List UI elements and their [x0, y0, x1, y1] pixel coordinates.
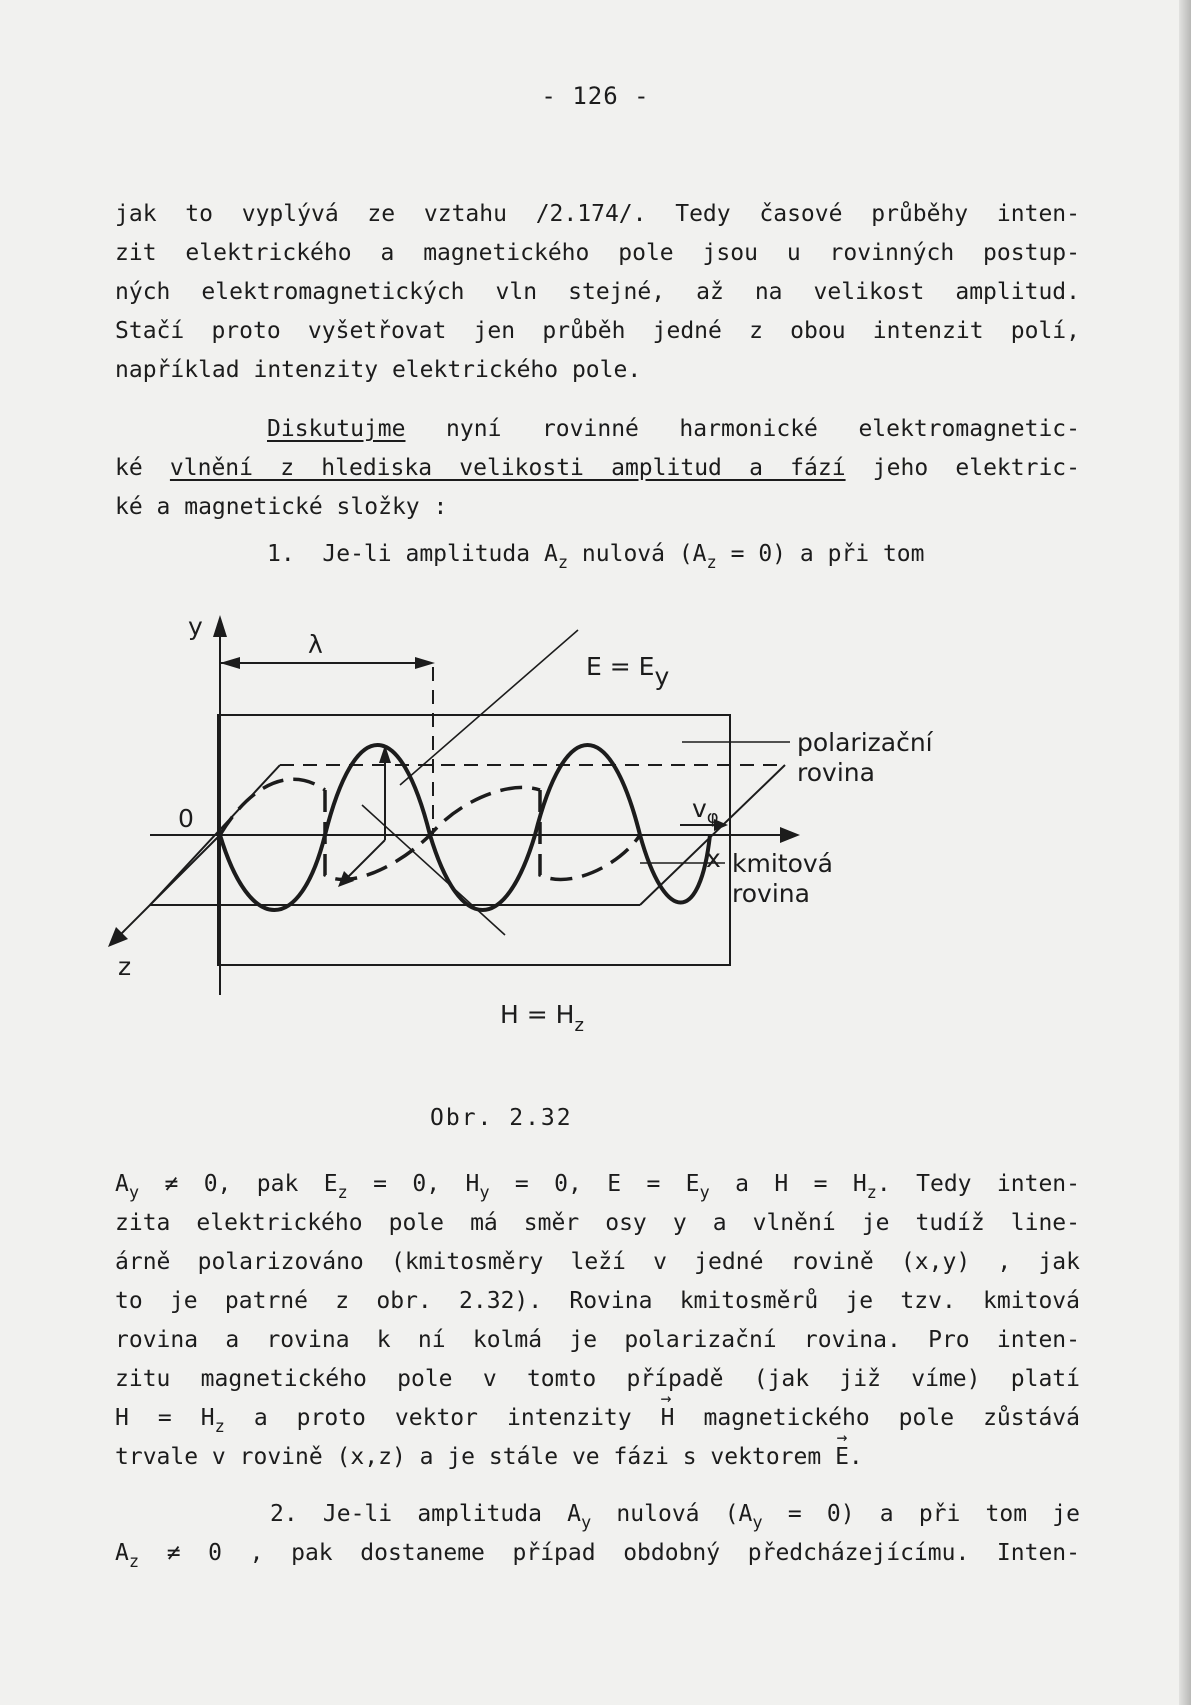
text-line: rovina a rovina k ní kolmá je polarizační rovina. Pro inten- — [115, 1327, 1080, 1353]
text-line: ké vlnění z hlediska velikosti amplitud a fází jeho elektric- — [115, 455, 1081, 481]
text-line: Diskutujme nyní rovinné harmonické elektromagnetic- — [267, 416, 1080, 442]
x-axis-arrowhead — [780, 827, 800, 843]
underlined-phrase: vlnění z hlediska velikosti amplitud a fází — [169, 455, 846, 481]
e-field-wave — [220, 745, 710, 910]
velocity-label: $v_\varphi$ — [692, 794, 719, 828]
vector-e-symbol: → E — [835, 1438, 849, 1477]
text-line: $A_y \ne 0$, pak $E_z = 0$, $H_y = 0$, $E = E_y$ a $H = H_z$. Tedy inten- — [115, 1171, 1080, 1203]
text-line: to je patrné z obr. 2.32). Rovina kmitosměrů je tzv. kmitová — [115, 1288, 1080, 1314]
text-line: zitu magnetického pole v tomto případě (jak již víme) platí — [115, 1366, 1080, 1392]
oscillation-plane-label: kmitová — [732, 849, 833, 878]
wave-figure — [100, 605, 1050, 1065]
polarization-plane-label: rovina — [797, 758, 875, 787]
h-field-label: $H = H_z$ — [500, 1000, 584, 1036]
oscillation-plane — [218, 715, 730, 965]
h-amplitude-arrow — [345, 840, 385, 880]
text-line: árně polarizováno (kmitosměry leží v jedné rovině (x,y) , jak — [115, 1249, 1080, 1275]
x-axis-label: x — [706, 844, 721, 873]
text-line: ných elektromagnetických vln stejné, až na velikost amplitud. — [115, 279, 1080, 305]
discussion-paragraph — [115, 410, 1080, 574]
text-line: $H = H_z$ a proto vektor intenzity → H magnetického pole zůstává — [115, 1399, 1080, 1438]
lambda-label: λ — [308, 630, 323, 659]
origin-label: 0 — [178, 804, 194, 833]
polarization-plane-label: polarizační — [797, 728, 933, 757]
text-line: ké a magnetické složky : — [115, 494, 448, 520]
case1-paragraph — [115, 1165, 1080, 1477]
oscillation-plane-label: rovina — [732, 879, 810, 908]
intro-paragraph — [115, 195, 1080, 390]
text-line: trvale v rovině (x,z) a je stále ve fázi s vektorem → E. — [115, 1438, 1080, 1477]
y-axis-label: y — [188, 612, 203, 641]
text-line: Stačí proto vyšetřovat jen průběh jedné z obou intenzit polí, — [115, 318, 1080, 344]
page-number: - 126 - — [541, 82, 650, 110]
text-line: zit elektrického a magnetického pole jsou u rovinných postup- — [115, 240, 1080, 266]
e-label-leader — [400, 630, 578, 785]
text-line: 2. Je-li amplituda $A_y$ nulová $(A_y = 0)$ a při tom je — [270, 1501, 1080, 1533]
e-field-label: E = Ey — [586, 652, 670, 691]
text-line: jak to vyplývá ze vztahu /2.174/. Tedy časové průběhy inten- — [115, 201, 1080, 227]
lambda-left-arrowhead — [220, 657, 240, 669]
page-edge-shadow — [1179, 0, 1191, 1705]
underlined-word: Diskutujme — [267, 416, 406, 442]
z-axis-line — [114, 835, 220, 941]
case1-intro-line: 1. Je-li amplituda $A_z$ nulová $(A_z = 0)$ a při tom — [267, 541, 925, 573]
y-axis-arrowhead — [213, 615, 227, 637]
text-line: zita elektrického pole má směr osy y a vlnění je tudíž line- — [115, 1210, 1080, 1236]
figure-caption: Obr. 2.32 — [430, 1105, 573, 1131]
text-line: $A_z \ne 0$ , pak dostaneme případ obdobný předcházejícímu. Inten- — [115, 1540, 1080, 1572]
z-axis-label: z — [118, 952, 132, 981]
text-line: například intenzity elektrického pole. — [115, 357, 642, 383]
case2-paragraph — [115, 1495, 1080, 1573]
vector-h-symbol: → H — [661, 1399, 675, 1438]
